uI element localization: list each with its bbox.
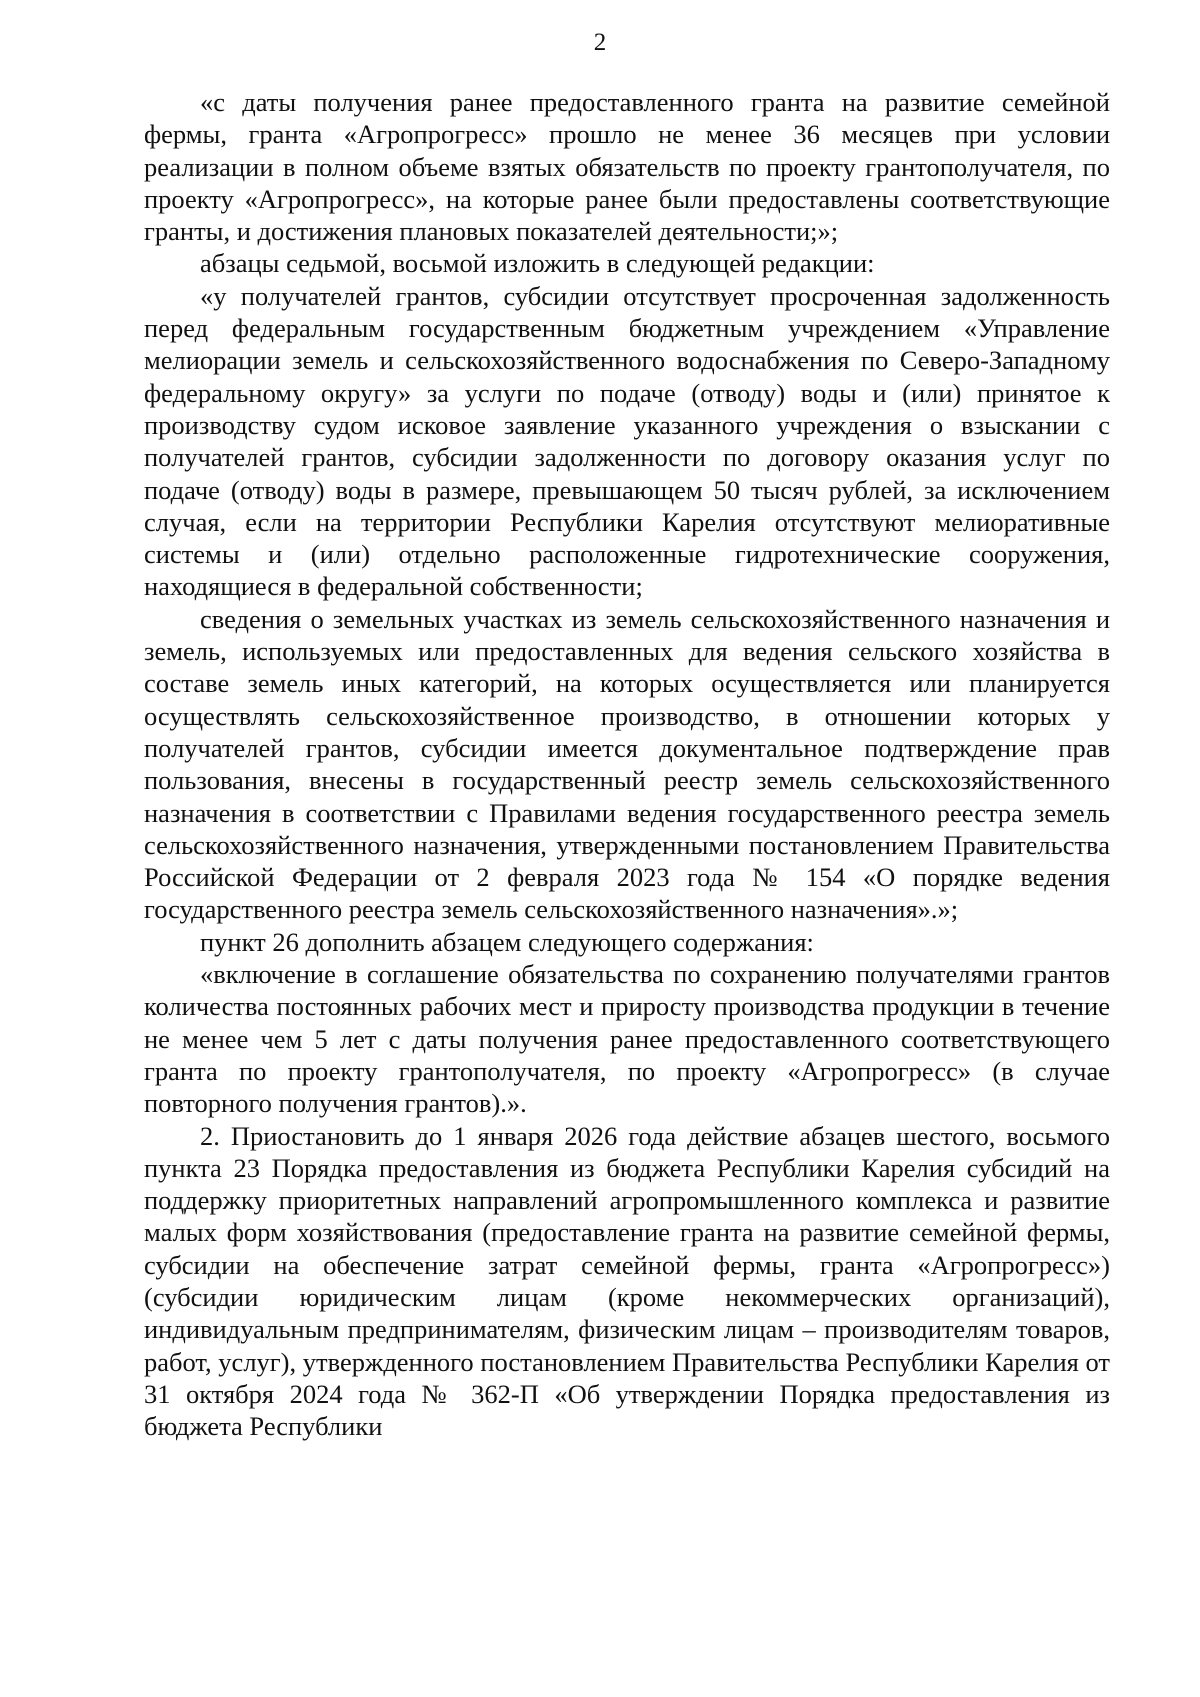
- document-body: [144, 86, 1110, 1442]
- paragraph-5: пункт 26 дополнить абзацем следующего содержания:: [200, 926, 814, 957]
- paragraph-2: абзацы седьмой, восьмой изложить в следующей редакции:: [200, 248, 875, 279]
- paragraph-7: 2. Приостановить до 1 января 2026 года действие абзацев шестого, восьмого пункта 23 Порядка предоставления из бюджета Республики Карелия субсидий на поддержку приоритетных направлений агропромышленного комплекса и развитие малых форм хозяйствования (предоставление гранта на развитие семейной фермы, субсидии на обеспечение затрат семейной фермы, гранта «Агропрогресс») (субсидии юридическим лицам (кроме некоммерческих организаций), индивидуальным предпринимателям, физическим лицам – производителям товаров, работ, услуг), утвержденного постановлением Правительства Республики Карелия от 31 октября 2024 года № 362-П «Об утверждении Порядка предоставления из бюджета Республики: [144, 1120, 1110, 1442]
- paragraph-6: «включение в соглашение обязательства по сохранению получателями грантов количества постоянных рабочих мест и приросту производства продукции в течение не менее чем 5 лет с даты получения ранее предоставленного соответствующего гранта по проекту грантополучателя, по проекту «Агропрогресс» (в случае повторного получения грантов).».: [144, 959, 1110, 1119]
- page-number: 2: [593, 29, 607, 56]
- paragraph-3: «у получателей грантов, субсидии отсутствует просроченная задолженность перед федеральным государственным бюджетным учреждением «Управление мелиорации земель и сельскохозяйственного водоснабжения по Северо-Западному федеральному округу» за услуги по подаче (отводу) воды и (или) принятое к производству судом исковое заявление указанного учреждения о взыскании с получателей грантов, субсидии задолженности по договору оказания услуг по подаче (отводу) воды в размере, превышающем 50 тысяч рублей, за исключением случая, если на территории Республики Карелия отсутствуют мелиоративные системы и (или) отдельно расположенные гидротехнические сооружения, находящиеся в федеральной собственности;: [144, 280, 1110, 602]
- paragraph-1: «с даты получения ранее предоставленного гранта на развитие семейной фермы, гранта «Агропрогресс» прошло не менее 36 месяцев при условии реализации в полном объеме взятых обязательств по проекту грантополучателя, по проекту «Агропрогресс», на которые ранее были предоставлены соответствующие гранты, и достижения плановых показателей деятельности;»;: [144, 87, 1110, 247]
- paragraph-4: сведения о земельных участках из земель сельскохозяйственного назначения и земель, используемых или предоставленных для ведения сельского хозяйства в составе земель иных категорий, на которых осуществляется или планируется осуществлять сельскохозяйственное производство, в отношении которых у получателей грантов, субсидии имеется документальное подтверждение прав пользования, внесены в государственный реестр земель сельскохозяйственного назначения в соответствии с Правилами ведения государственного реестра земель сельскохозяйственного назначения, утвержденными постановлением Правительства Российской Федерации от 2 февраля 2023 года № 154 «О порядке ведения государственного реестра земель сельскохозяйственного назначения».»;: [144, 603, 1110, 925]
